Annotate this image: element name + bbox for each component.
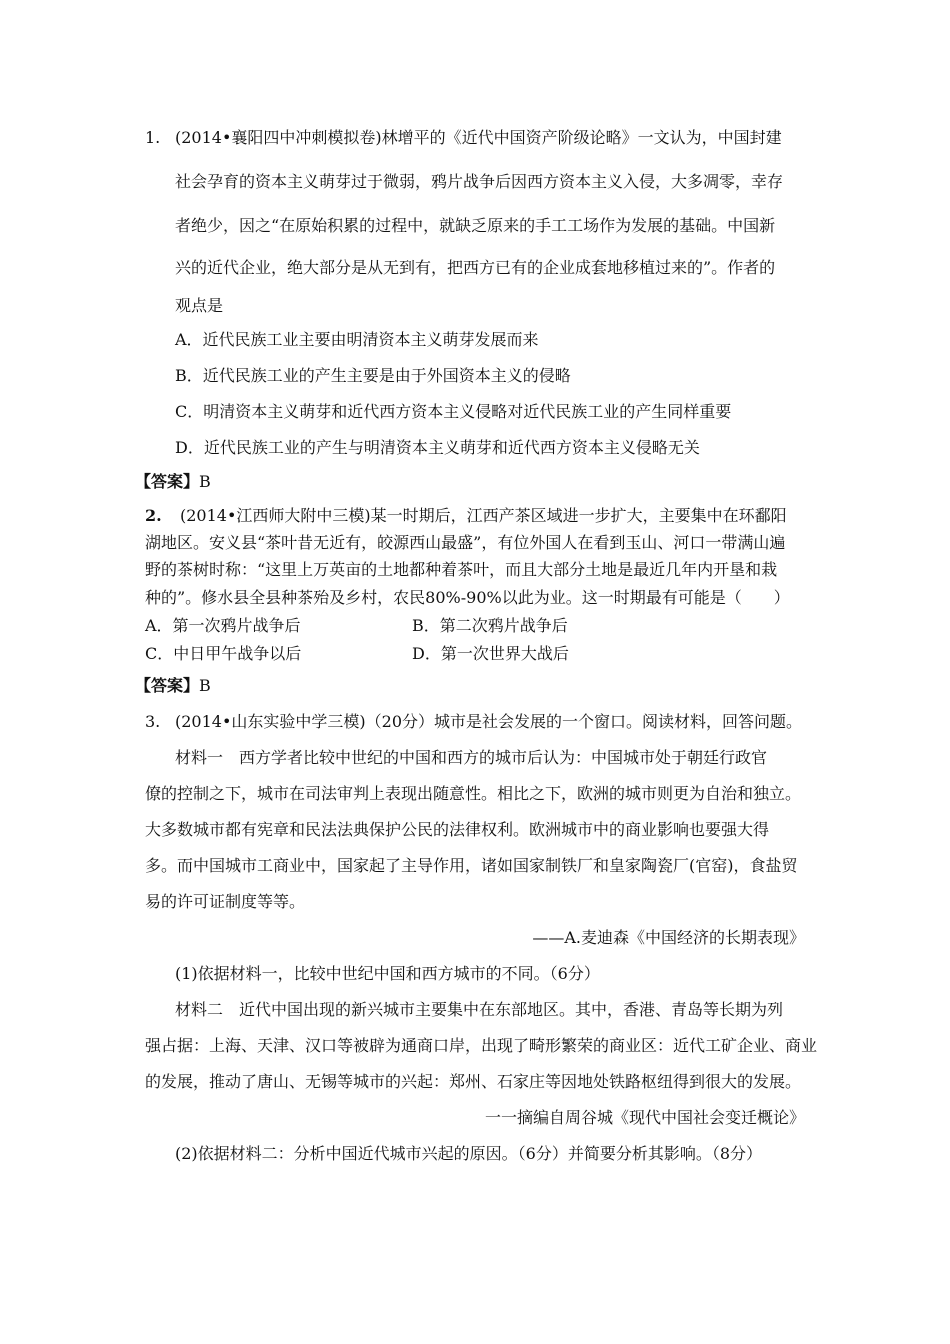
- q1-option-d: D．近代民族工业的产生与明清资本主义萌芽和近代西方资本主义侵略无关: [175, 438, 700, 457]
- q2-answer-label: 【答案】: [135, 676, 200, 695]
- q1-option-a: A．近代民族工业主要由明清资本主义萌芽发展而来: [175, 330, 539, 349]
- q2-line-1: (2014•江西师大附中三模)某一时期后，江西产茶区域进一步扩大，主要集中在环鄱阳: [180, 506, 787, 525]
- q3-material1-line-5: 易的许可证制度等等。: [145, 892, 306, 911]
- q3-material1-line-3: 大多数城市都有宪章和民法法典保护公民的法律权利。欧洲城市中的商业影响也要强大得: [145, 820, 770, 839]
- q3-material2-line-2: 强占据：上海、天津、汉口等被辟为通商口岸，出现了畸形繁荣的商业区：近代工矿企业、商业: [145, 1036, 818, 1055]
- q2-line-2: 湖地区。安义县“茶叶昔无近有，皎源西山最盛”，有位外国人在看到玉山、河口一带满山遍: [145, 533, 786, 552]
- q3-material1-line-4: 多。而中国城市工商业中，国家起了主导作用，诸如国家制铁厂和皇家陶瓷厂(官窑)，食盐贸: [145, 856, 798, 875]
- q3-number: 3.: [145, 712, 161, 731]
- q2-line-3: 野的茶树时称：“这里上万英亩的土地都种着茶叶，而且大部分土地是最近几年内开垦和栽: [145, 560, 778, 579]
- q1-line-2: 社会孕育的资本主义萌芽过于微弱，鸦片战争后因西方资本主义入侵，大多凋零，幸存: [175, 172, 784, 191]
- q3-question1: (1)依据材料一，比较中世纪中国和西方城市的不同。（6分）: [175, 964, 600, 983]
- q1-number: 1.: [145, 128, 161, 147]
- q1-line-4: 兴的近代企业，绝大部分是从无到有，把西方已有的企业成套地移植过来的”。作者的: [175, 258, 776, 277]
- q2-answer-value: B: [199, 676, 211, 695]
- q2-number: 2.: [145, 506, 162, 525]
- q3-material2-line-1: 材料二 近代中国出现的新兴城市主要集中在东部地区。其中，香港、青岛等长期为列: [175, 1000, 784, 1019]
- q1-option-b: B．近代民族工业的产生主要是由于外国资本主义的侵略: [175, 366, 571, 385]
- q1-option-c: C．明清资本主义萌芽和近代西方资本主义侵略对近代民族工业的产生同样重要: [175, 402, 732, 421]
- q2-option-b: B．第二次鸦片战争后: [412, 616, 568, 635]
- q1-answer: [135, 472, 211, 492]
- q2-option-a: A．第一次鸦片战争后: [145, 616, 301, 635]
- q3-material1-line-1: 材料一 西方学者比较中世纪的中国和西方的城市后认为：中国城市处于朝廷行政官: [175, 748, 768, 767]
- q3-intro: (2014•山东实验中学三模)（20分）城市是社会发展的一个窗口。阅读材料，回答问题。: [175, 712, 803, 731]
- q1-answer-label: 【答案】: [135, 472, 200, 491]
- q1-line-5: 观点是: [175, 296, 224, 315]
- q3-material2-line-3: 的发展，推动了唐山、无锡等城市的兴起：郑州、石家庄等因地处铁路枢纽得到很大的发展。: [145, 1072, 802, 1091]
- q1-line-1: (2014•襄阳四中冲刺模拟卷)林增平的《近代中国资产阶级论略》一文认为，中国封建: [175, 128, 782, 147]
- q2-answer: [135, 676, 211, 696]
- q2-option-d: D．第一次世界大战后: [412, 644, 569, 663]
- q3-material1-line-2: 僚的控制之下，城市在司法审判上表现出随意性。相比之下，欧洲的城市则更为自治和独立。: [145, 784, 802, 803]
- q1-answer-value: B: [199, 472, 211, 491]
- q2-line-4: 种的”。修水县全县种茶殆及乡村，农民80%-90%以此为业。这一时期最有可能是（ ）: [145, 588, 790, 607]
- q1-line-3: 者绝少，因之“在原始积累的过程中，就缺乏原来的手工工场作为发展的基础。中国新: [175, 216, 776, 235]
- q3-question2: (2)依据材料二：分析中国近代城市兴起的原因。（6分）并简要分析其影响。（8分）: [175, 1144, 763, 1163]
- q3-source2: 一一摘编自周谷城《现代中国社会变迁概论》: [484, 1108, 805, 1127]
- q3-source1: ——A.麦迪森《中国经济的长期表现》: [532, 928, 805, 947]
- q2-option-c: C．中日甲午战争以后: [145, 644, 302, 663]
